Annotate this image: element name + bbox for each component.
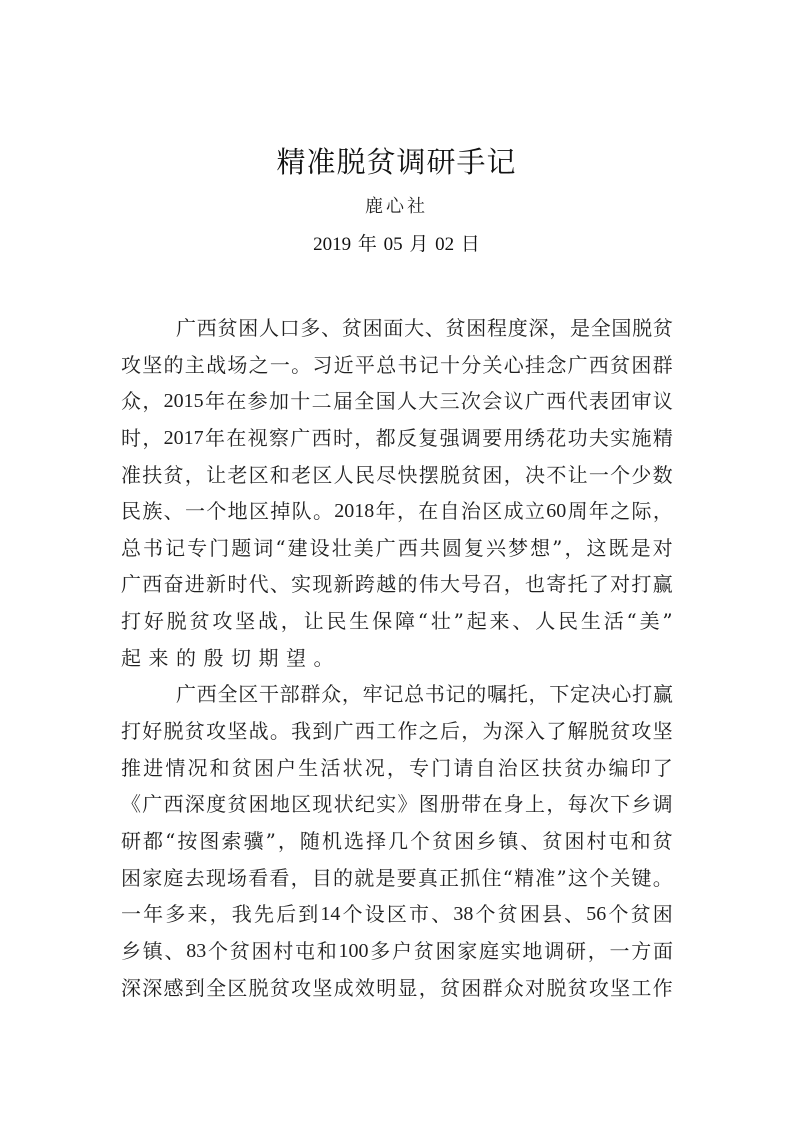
paragraph-2 <box>121 679 673 1009</box>
document-date: 2019 年 05 月 02 日 <box>313 234 480 255</box>
document-author: 鹿心社 <box>365 196 428 217</box>
text-line: 准 扶 贫 ， 让 老 区 和 老 区 人 民 尽 快 摆 脱 贫 困 ， 决 不 让 一 个 少 数 <box>121 462 673 487</box>
text-line: 推 进 情 况 和 贫 困 户 生 活 状 况 ， 专 门 请 自 治 区 扶 贫 办 编 印 了 <box>121 755 673 780</box>
text-line: 乡 镇 、 83 个 贫 困 村 屯 和 100 多 户 贫 困 家 庭 实 地 调 研 ， 一 方 面 <box>121 938 673 963</box>
text-line: 广 西 奋 进 新 时 代 、 实 现 新 跨 越 的 伟 大 号 召 ， 也 寄 托 了 对 打 赢 <box>121 572 673 597</box>
document-title: 精准脱贫调研手记 <box>276 145 517 179</box>
text-line: 深 深 感 到 全 区 脱 贫 攻 坚 成 效 明 显 ， 贫 困 群 众 对 脱 贫 攻 坚 工 作 <box>121 975 673 1000</box>
text-line: 广 西 全 区 干 部 群 众 ， 牢 记 总 书 记 的 嘱 托 ， 下 定 决 心 打 赢 <box>176 682 673 707</box>
text-line: 困 家 庭 去 现 场 看 看 ， 目 的 就 是 要 真 正 抓 住 “ 精 准 ” 这 个 关 键 。 <box>121 865 673 890</box>
text-line: 打 好 脱 贫 攻 坚 战 ， 让 民 生 保 障 “ 壮 ” 起 来 、 人 民 生 活 “ 美 ” <box>121 609 673 634</box>
text-line: 研 都 “ 按 图 索 骥 ” ， 随 机 选 择 几 个 贫 困 乡 镇 、 贫 困 村 屯 和 贫 <box>121 828 673 853</box>
text-line: 一 年 多 来 ， 我 先 后 到 14 个 设 区 市 、 38 个 贫 困 县 、 56 个 贫 困 <box>121 902 673 927</box>
text-line: 起来的殷切期望。 <box>121 645 341 670</box>
text-line: 《 广 西 深 度 贫 困 地 区 现 状 纪 实 》 图 册 带 在 身 上 ， 每 次 下 乡 调 <box>121 792 673 817</box>
text-line: 众 ， 2015 年 在 参 加 十 二 届 全 国 人 大 三 次 会 议 广 西 代 表 团 审 议 <box>121 389 673 414</box>
text-line: 攻 坚 的 主 战 场 之 一 。 习 近 平 总 书 记 十 分 关 心 挂 念 广 西 贫 困 群 <box>121 352 673 377</box>
text-line: 广 西 贫 困 人 口 多 、 贫 困 面 大 、 贫 困 程 度 深 ， 是 全 国 脱 贫 <box>176 316 673 340</box>
text-line: 打 好 脱 贫 攻 坚 战 。 我 到 广 西 工 作 之 后 ， 为 深 入 了 解 脱 贫 攻 坚 <box>121 719 673 744</box>
text-line: 民 族 、 一 个 地 区 掉 队 。 2018 年 ， 在 自 治 区 成 立 60 周 年 之 际 ， <box>121 499 673 524</box>
paragraph-1 <box>121 313 673 679</box>
document-body <box>121 313 673 1009</box>
text-line: 总 书 记 专 门 题 词 “ 建 设 壮 美 广 西 共 圆 复 兴 梦 想 ” ， 这 既 是 对 <box>121 535 673 560</box>
text-line: 时 ， 2017 年 在 视 察 广 西 时 ， 都 反 复 强 调 要 用 绣 花 功 夫 实 施 精 <box>121 425 673 450</box>
